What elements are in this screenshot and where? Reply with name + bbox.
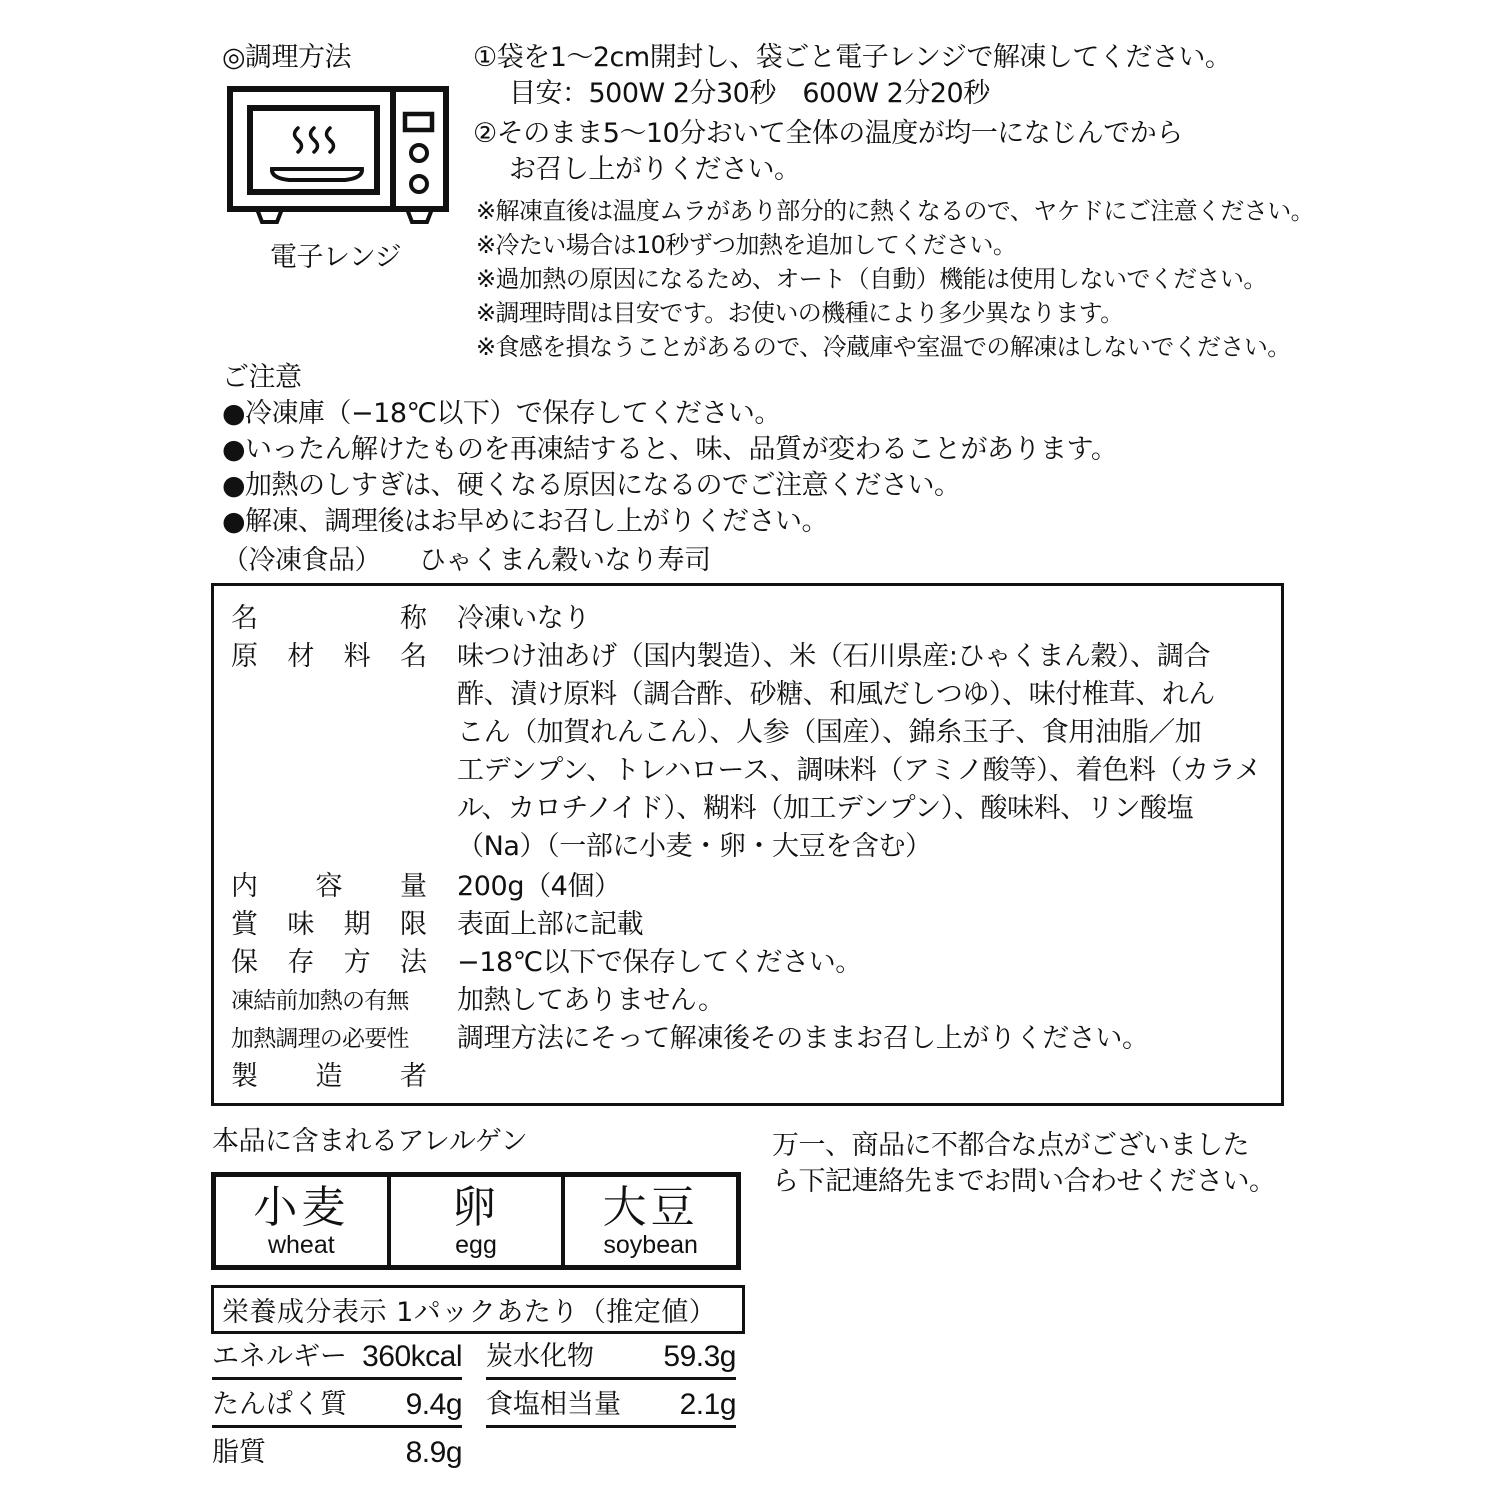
nutrition-carbs: 炭水化物 59.3g <box>486 1335 736 1380</box>
label-value: 200g（4個） <box>457 871 621 902</box>
cooking-notes <box>476 194 1314 364</box>
note-item: ※冷たい場合は10秒ずつ加熱を追加してください。 <box>476 231 1017 259</box>
label-row-heating-required <box>231 1020 1277 1058</box>
label-row-preheated <box>231 982 1277 1020</box>
product-category: （冷凍食品） <box>222 545 381 576</box>
caution-item: ●加熱のしすぎは、硬くなる原因になるのでご注意ください。 <box>222 470 961 501</box>
allergen-egg: 卵 egg <box>391 1177 566 1265</box>
label-row-storage <box>231 944 1277 982</box>
label-value: −18℃以下で保存してください。 <box>457 947 862 978</box>
label-row-manufacturer <box>231 1058 1277 1096</box>
note-item: ※解凍直後は温度ムラがあり部分的に熱くなるので、ヤケドにご注意ください。 <box>476 197 1315 225</box>
allergen-table <box>211 1172 741 1270</box>
nutrition-fat: 脂質 8.9g <box>212 1436 462 1469</box>
nutrition-energy: エネルギー 360kcal <box>212 1335 462 1380</box>
cooking-method-heading: ◎調理方法 <box>222 42 352 73</box>
label-key: 賞 味 期 限 <box>231 909 427 940</box>
label-value: 表面上部に記載 <box>457 909 644 940</box>
step-1: ①袋を1～2cm開封し、袋ごと電子レンジで解凍してください。 <box>473 42 1232 73</box>
caution-section <box>222 360 1117 540</box>
microwave-icon <box>227 86 449 226</box>
food-label-table <box>211 583 1284 1106</box>
label-value: 調理方法にそって解凍後そのままお召し上がりください。 <box>457 1023 1149 1054</box>
label-value: 味つけ油あげ（国内製造）、米（石川県産:ひゃくまん穀）、調合 酢、漬け原料（調合酢、砂糖、和風だしつゆ）、味付椎茸、れん こん（加賀れんこん）、人参（国産）、錦糸玉子、食用油脂／加 工デンプン、トレハロース、調味料（アミノ酸等）、着色料（カラメ ル、カロチノイド）、糊料（加工デンプン）、酸味料、リン酸塩 （Na）（一部に小麦・卵・大豆を含む） <box>457 641 1262 862</box>
note-item: ※食感を損なうことがあるので、冷蔵庫や室温での解凍はしないでください。 <box>476 333 1291 361</box>
contact-notice: 万一、商品に不都合な点がございました ら下記連絡先までお問い合わせください。 <box>772 1130 1276 1197</box>
label-key: 内 容 量 <box>231 871 427 902</box>
label-key: 原 材 料 名 <box>231 641 427 672</box>
caution-item: ●解凍、調理後はお早めにお召し上がりください。 <box>222 506 829 537</box>
caution-heading: ご注意 <box>222 362 302 393</box>
product-name: ひゃくまん穀いなり寿司 <box>419 545 711 576</box>
allergen-title: 本品に含まれるアレルゲン <box>212 1126 528 1157</box>
label-value <box>457 1058 1277 1096</box>
cooking-steps <box>473 40 1231 188</box>
label-key: 製 造 者 <box>231 1061 427 1092</box>
label-key: 名 称 <box>231 603 427 634</box>
label-key: 凍結前加熱の有無 <box>231 988 409 1014</box>
microwave-label: 電子レンジ <box>270 242 402 273</box>
nutrition-title: 栄養成分表示 1パックあたり（推定値） <box>211 1285 745 1334</box>
label-value: 冷凍いなり <box>457 603 590 634</box>
product-title <box>222 543 711 579</box>
label-key: 加熱調理の必要性 <box>231 1026 409 1052</box>
step-1-guide: 目安：500W 2分30秒 600W 2分20秒 <box>509 78 990 109</box>
nutrition-protein: たんぱく質 9.4g <box>212 1383 462 1428</box>
label-value: 加熱してありません。 <box>457 985 725 1016</box>
note-item: ※過加熱の原因になるため、オート（自動）機能は使用しないでください。 <box>476 265 1267 293</box>
step-2: ②そのまま5～10分おいて全体の温度が均一になじんでから <box>473 118 1183 149</box>
label-row-name <box>231 600 1277 638</box>
label-key: 保 存 方 法 <box>231 947 427 978</box>
step-2-cont: お召し上がりください。 <box>509 154 801 185</box>
allergen-wheat: 小麦 wheat <box>216 1177 391 1265</box>
caution-item: ●冷凍庫（−18℃以下）で保存してください。 <box>222 398 781 429</box>
label-row-best-before <box>231 906 1277 944</box>
label-row-ingredients <box>231 638 1277 866</box>
nutrition-salt: 食塩相当量 2.1g <box>486 1383 736 1428</box>
allergen-soybean: 大豆 soybean <box>602 1182 699 1259</box>
caution-item: ●いったん解けたものを再凍結すると、味、品質が変わることがあります。 <box>222 434 1118 465</box>
note-item: ※調理時間は目安です。お使いの機種により多少異なります。 <box>476 299 1124 327</box>
label-row-quantity <box>231 868 1277 906</box>
